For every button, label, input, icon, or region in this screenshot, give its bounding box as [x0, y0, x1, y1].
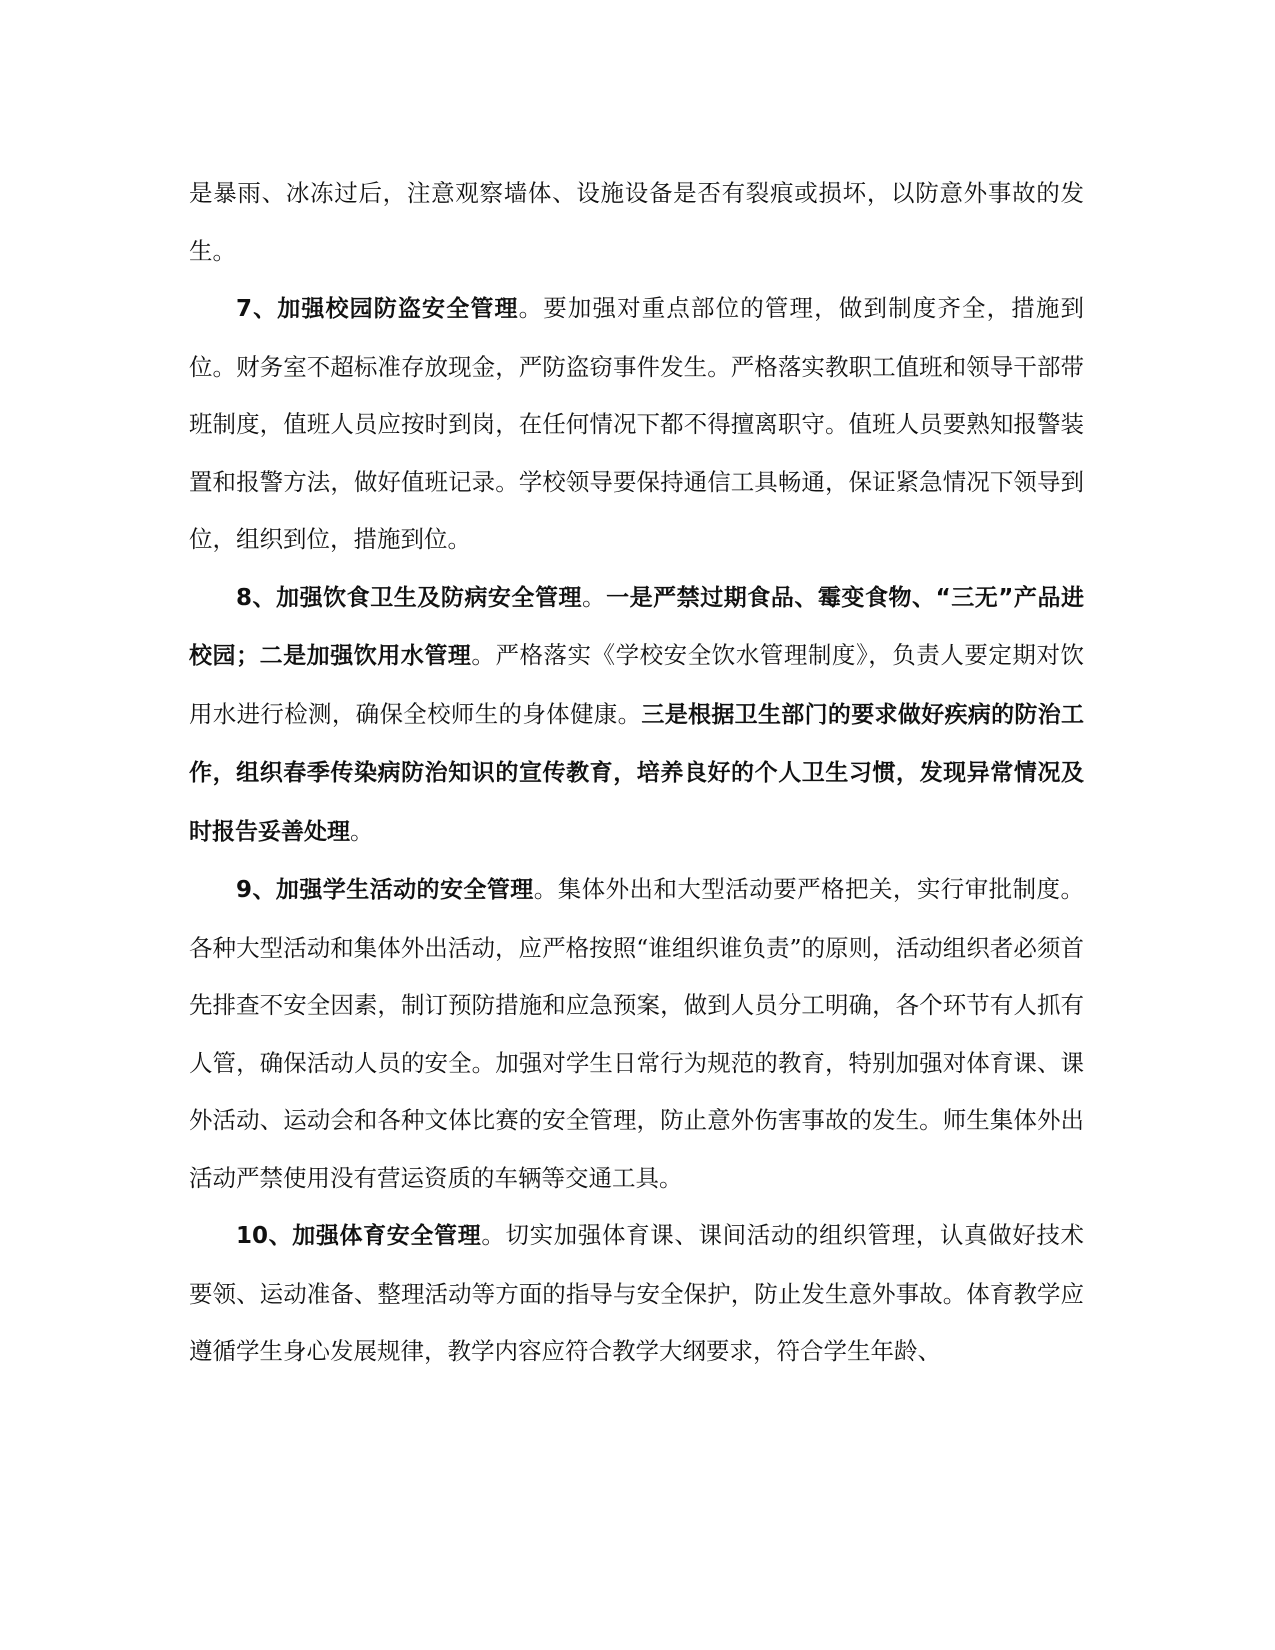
- section-7-paragraph: [189, 280, 1084, 569]
- section-10-body: 。切实加强体育课、课间活动的组织管理，认真做好技术要领、运动准备、整理活动等方面的指导与安全保护，防止发生意外事故。体育教学应遵循学生身心发展规律，教学内容应符合教学大纲要求，符合学生年龄、: [189, 1221, 1084, 1365]
- section-8-separator: 。: [582, 582, 607, 611]
- section-10-paragraph: [189, 1207, 1084, 1381]
- section-8-end: 。: [350, 816, 374, 845]
- section-9-heading: 9、加强学生活动的安全管理: [236, 877, 534, 903]
- section-10-heading: 10、加强体育安全管理: [236, 1223, 482, 1249]
- section-9-body: 。集体外出和大型活动要严格把关，实行审批制度。各种大型活动和集体外出活动，应严格按照“谁组织谁负责”的原则，活动组织者必须首先排查不安全因素，制订预防措施和应急预案，做到人员分工明确，各个环节有人抓有人管，确保活动人员的安全。加强对学生日常行为规范的教育，特别加强对体育课、课外活动、运动会和各种文体比赛的安全管理，防止意外伤害事故的发生。师生集体外出活动严禁使用没有营运资质的车辆等交通工具。: [189, 875, 1084, 1192]
- section-9-paragraph: [189, 861, 1084, 1207]
- section-8-heading: 8、加强饮食卫生及防病安全管理: [236, 584, 583, 611]
- section-8-body: 。严格落实《学校安全饮水管理制度》，负责人要定期对饮用水进行检测，确保全校师生的身体健康。: [189, 641, 1085, 728]
- section-8-point-3: 三是根据卫生部门的要求做好疾病的防治工作，组织春季传染病防治知识的宣传教育，培养良好的个人卫生习惯，发现异常情况及时报告妥善处理: [189, 701, 1085, 845]
- section-8-paragraph: [189, 569, 1084, 862]
- section-7-heading: 7、加强校园防盗安全管理: [236, 296, 519, 322]
- section-7-body: 。要加强对重点部位的管理，做到制度齐全，措施到位。财务室不超标准存放现金，严防盗窃事件发生。严格落实教职工值班和领导干部带班制度，值班人员应按时到岗，在任何情况下都不得擅离职守。值班人员要熟知报警装置和报警方法，做好值班记录。学校领导要保持通信工具畅通，保证紧急情况下领导到位，组织到位，措施到位。: [189, 294, 1084, 553]
- continuation-paragraph: 是暴雨、冰冻过后，注意观察墙体、设施设备是否有裂痕或损坏，以防意外事故的发生。: [189, 179, 1084, 265]
- document-body: [189, 165, 1084, 1381]
- section-8-point-1-2: 一是严禁过期食品、霉变食物、“三无”产品进校园；二是加强饮用水管理: [189, 584, 1085, 669]
